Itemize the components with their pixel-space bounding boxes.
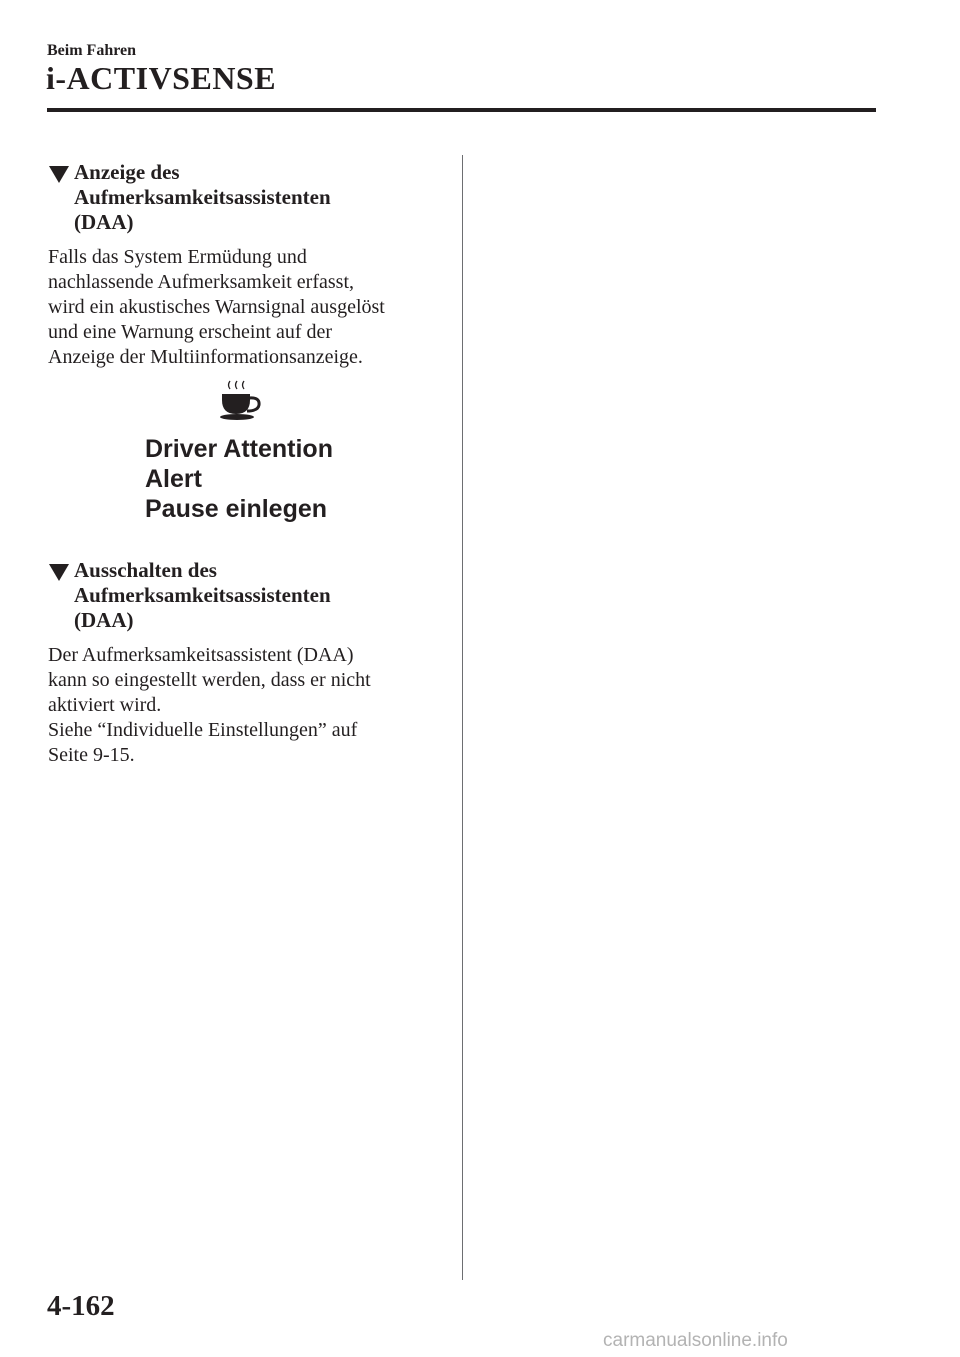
heading-daa-display — [48, 160, 443, 235]
paragraph-line: Der Aufmerksamkeitsassistent (DAA) — [48, 644, 354, 666]
paragraph-line: Siehe “Individuelle Einstellungen” auf — [48, 719, 358, 741]
triangle-bullet-icon — [49, 564, 69, 581]
heading-line: (DAA) — [74, 608, 134, 632]
heading-line: (DAA) — [74, 210, 134, 234]
left-column — [48, 160, 443, 768]
heading-line: Ausschalten des — [74, 558, 217, 582]
header-rule — [47, 108, 876, 112]
heading-daa-off — [48, 558, 443, 633]
display-message-line: Pause einlegen — [145, 495, 328, 523]
display-message-line: Alert — [145, 465, 202, 493]
column-divider — [462, 155, 463, 1280]
display-warning-message — [145, 434, 333, 524]
page-number: 4-162 — [47, 1290, 115, 1322]
paragraph-line: Seite 9-15. — [48, 744, 135, 766]
heading-line: Aufmerksamkeitsassistenten — [74, 185, 331, 209]
paragraph-line: Falls das System Ermüdung und — [48, 246, 307, 268]
watermark: carmanualsonline.info — [603, 1330, 788, 1351]
heading-line: Anzeige des — [74, 160, 180, 184]
paragraph-line: aktiviert wird. — [48, 694, 162, 716]
display-message-line: Driver Attention — [145, 435, 333, 463]
chapter-title: i-ACTIVSENSE — [46, 60, 277, 96]
section-label: Beim Fahren — [47, 42, 137, 59]
paragraph-line: und eine Warnung erscheint auf der — [48, 321, 333, 343]
daa-warning-figure — [48, 376, 443, 546]
paragraph-daa-display — [48, 245, 443, 370]
paragraph-line: nachlassende Aufmerksamkeit erfasst, — [48, 271, 355, 293]
paragraph-line: kann so eingestellt werden, dass er nicht — [48, 669, 371, 691]
paragraph-line: wird ein akustisches Warnsignal ausgelöst — [48, 296, 385, 318]
paragraph-line: Anzeige der Multiinformationsanzeige. — [48, 346, 363, 368]
paragraph-daa-off — [48, 643, 443, 768]
heading-line: Aufmerksamkeitsassistenten — [74, 583, 331, 607]
triangle-bullet-icon — [49, 166, 69, 183]
coffee-cup-icon — [220, 378, 266, 424]
